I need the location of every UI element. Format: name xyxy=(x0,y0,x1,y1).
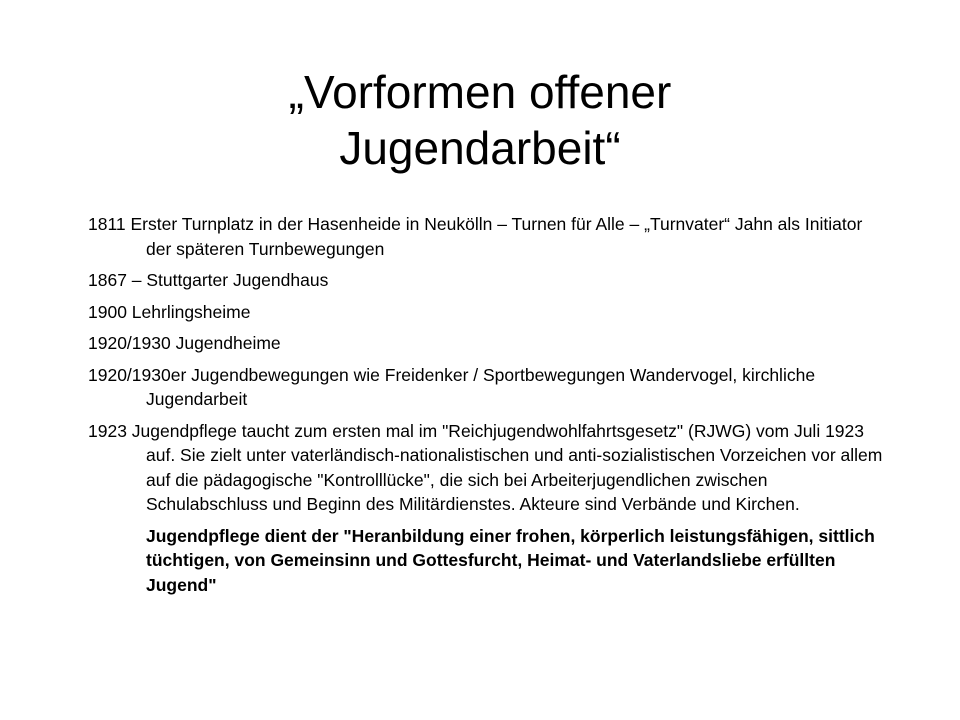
timeline-entry-1900: 1900 Lehrlingsheime xyxy=(88,301,251,322)
timeline-entry-1811: 1811 Erster Turnplatz in der Hasenheide in Neukölln – Turnen für Alle – „Turnvater“ Jahn als Initiator der späteren Turnbewegungen xyxy=(88,214,863,259)
slide-title-line-1: „Vorformen offener xyxy=(288,66,672,118)
timeline-entry-1923: 1923 Jugendpflege taucht zum ersten mal im "Reichjugendwohlfahrtsgesetz" (RJWG) vom Juli 1923 auf. Sie zielt unter vaterländisch-nationalistischen und anti-sozialistischen Vorzeichen vor allem auf die pädagogische "Kontrolllücke", die sich bei Arbeiterjugendlichen zwischen Schulabschluss und Beginn des Militärdienstes. Akteure sind Verbände und Kirchen. xyxy=(88,420,883,514)
slide-title-line-2: Jugendarbeit“ xyxy=(339,122,621,174)
timeline-entry-1867: 1867 – Stuttgarter Jugendhaus xyxy=(88,270,329,290)
timeline-entry-1920-1930er: 1920/1930er Jugendbewegungen wie Freidenker / Sportbewegungen Wandervogel, kirchliche Jugendarbeit xyxy=(88,364,816,409)
slide-title xyxy=(100,64,860,176)
slide-body xyxy=(88,212,888,597)
timeline-entry-1920-1930: 1920/1930 Jugendheime xyxy=(88,333,281,353)
quote-jugendpflege: Jugendpflege dient der "Heranbildung einer frohen, körperlich leistungsfähigen, sittlich tüchtigen, von Gemeinsinn und Gottesfurcht, Heimat- und Vaterlandsliebe erfüllten Jugend" xyxy=(146,525,875,595)
